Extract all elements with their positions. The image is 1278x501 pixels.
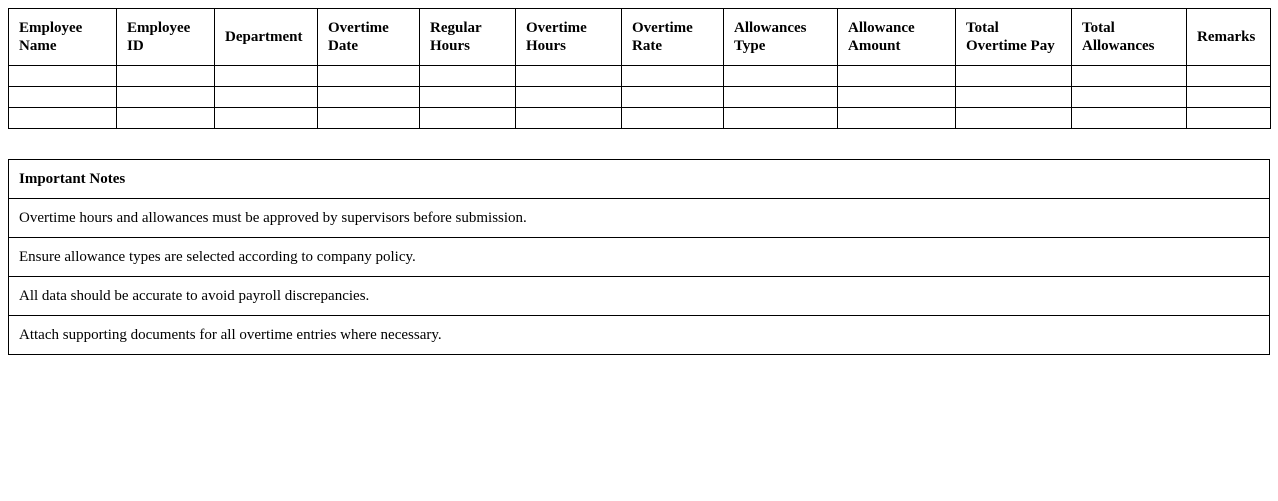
- table-cell[interactable]: [516, 87, 622, 108]
- column-header-allowance-amount: Allowance Amount: [838, 9, 956, 66]
- notes-title: Important Notes: [9, 160, 1270, 199]
- table-cell[interactable]: [724, 87, 838, 108]
- column-header-overtime-hours: Overtime Hours: [516, 9, 622, 66]
- note-item: All data should be accurate to avoid payroll discrepancies.: [9, 277, 1270, 316]
- table-cell[interactable]: [9, 66, 117, 87]
- table-cell[interactable]: [1072, 108, 1187, 129]
- table-cell[interactable]: [956, 108, 1072, 129]
- table-header-row: [9, 9, 1271, 66]
- table-cell[interactable]: [420, 66, 516, 87]
- important-notes-table: [8, 159, 1270, 355]
- table-cell[interactable]: [622, 87, 724, 108]
- table-cell[interactable]: [838, 108, 956, 129]
- table-body: [9, 66, 1271, 129]
- table-cell[interactable]: [117, 108, 215, 129]
- table-cell[interactable]: [724, 108, 838, 129]
- column-header-overtime-rate: Overtime Rate: [622, 9, 724, 66]
- table-cell[interactable]: [622, 108, 724, 129]
- table-cell[interactable]: [215, 66, 318, 87]
- column-header-remarks: Remarks: [1187, 9, 1271, 66]
- table-cell[interactable]: [215, 108, 318, 129]
- table-cell[interactable]: [838, 66, 956, 87]
- table-row: [9, 108, 1271, 129]
- column-header-employee-id: Employee ID: [117, 9, 215, 66]
- note-item: Ensure allowance types are selected according to company policy.: [9, 238, 1270, 277]
- note-row: [9, 238, 1270, 277]
- column-header-total-allowances: Total Allowances: [1072, 9, 1187, 66]
- table-cell[interactable]: [516, 66, 622, 87]
- column-header-employee-name: Employee Name: [9, 9, 117, 66]
- table-cell[interactable]: [117, 66, 215, 87]
- table-cell[interactable]: [1072, 87, 1187, 108]
- table-cell[interactable]: [318, 108, 420, 129]
- note-item: Attach supporting documents for all overtime entries where necessary.: [9, 316, 1270, 355]
- table-row: [9, 87, 1271, 108]
- table-cell[interactable]: [1072, 66, 1187, 87]
- note-row: [9, 277, 1270, 316]
- table-cell[interactable]: [1187, 87, 1271, 108]
- note-item: Overtime hours and allowances must be approved by supervisors before submission.: [9, 199, 1270, 238]
- table-cell[interactable]: [318, 66, 420, 87]
- table-cell[interactable]: [318, 87, 420, 108]
- column-header-department: Department: [215, 9, 318, 66]
- table-cell[interactable]: [724, 66, 838, 87]
- table-cell[interactable]: [956, 66, 1072, 87]
- table-cell[interactable]: [9, 87, 117, 108]
- overtime-allowance-table: [8, 8, 1271, 129]
- note-row: [9, 316, 1270, 355]
- column-header-allowances-type: Allowances Type: [724, 9, 838, 66]
- page-content: [8, 8, 1270, 355]
- table-cell[interactable]: [215, 87, 318, 108]
- table-cell[interactable]: [420, 87, 516, 108]
- table-cell[interactable]: [838, 87, 956, 108]
- note-row: [9, 199, 1270, 238]
- table-cell[interactable]: [956, 87, 1072, 108]
- table-cell[interactable]: [420, 108, 516, 129]
- table-cell[interactable]: [1187, 66, 1271, 87]
- column-header-total-overtime-pay: Total Overtime Pay: [956, 9, 1072, 66]
- table-row: [9, 66, 1271, 87]
- column-header-overtime-date: Overtime Date: [318, 9, 420, 66]
- table-cell[interactable]: [622, 66, 724, 87]
- notes-title-row: [9, 160, 1270, 199]
- table-cell[interactable]: [516, 108, 622, 129]
- table-cell[interactable]: [9, 108, 117, 129]
- table-cell[interactable]: [117, 87, 215, 108]
- table-cell[interactable]: [1187, 108, 1271, 129]
- column-header-regular-hours: Regular Hours: [420, 9, 516, 66]
